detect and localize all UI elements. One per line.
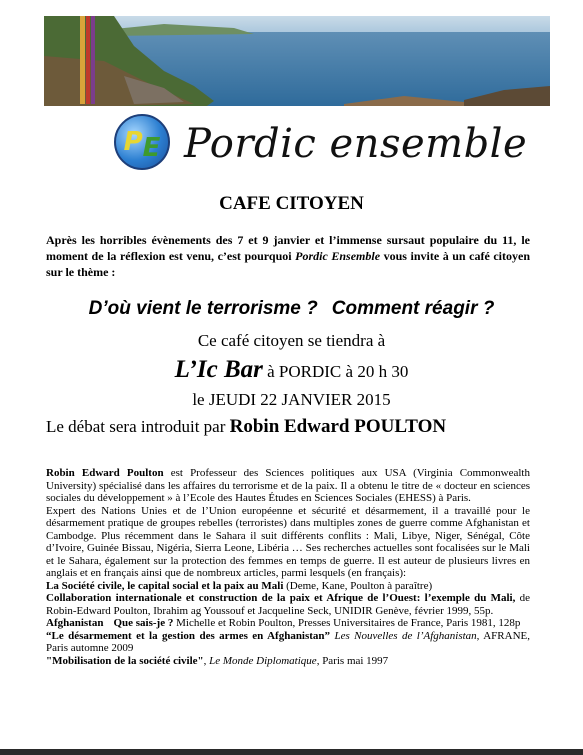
publication-item xyxy=(46,617,530,630)
brand-name: Pordic ensemble xyxy=(184,121,528,167)
theme-question xyxy=(0,298,583,320)
event-announce: Ce café citoyen se tiendra à xyxy=(197,331,386,350)
speaker-biography xyxy=(46,467,530,667)
speaker-name: Robin Edward POULTON xyxy=(229,416,447,437)
publication-title: "Mobilisation de la société civile" xyxy=(46,654,204,667)
page-title: CAFE CITOYEN xyxy=(219,193,364,214)
publication-details: , Paris mai 1997 xyxy=(316,654,389,667)
publication-title: Afghanistan xyxy=(46,617,104,629)
debate-line xyxy=(46,416,446,438)
publication-title: Collaboration internationale et construction de la paix et Afrique de l’Ouest: l’exemple du Mali, xyxy=(46,592,516,604)
event-venue-line xyxy=(0,356,583,384)
publication-journal: Les Nouvelles de l’Afghanistan, xyxy=(330,629,480,642)
logo-letters: PE xyxy=(123,127,161,163)
pordic-ensemble-logo xyxy=(114,114,170,170)
bottom-border xyxy=(0,749,583,755)
theme-part-2: Comment réagir ? xyxy=(331,298,495,319)
venue-name: L’Ic Bar xyxy=(174,356,263,383)
theme-part-1: D’où vient le terrorisme ? xyxy=(88,298,318,319)
header-banner xyxy=(44,16,550,179)
bio-paragraph-2: Expert des Nations Unies et de l’Union européenne et sécurité et désarmement, il a travaillé pour le désarmement pratique de groupes rebelles (terroristes) dans multiples zones de guerre comme Afghanistan et Cambodge. Plus récemment dans le Sahara il suit différents conflits : Mali, Libye, Niger, Sénégal, Côte d’Ivoire, Guinée Bissau, Nigéria, Sierra Leone, Libéria … Ses recherches actuelles sont focalisées sur le Mali et le Sahara, également sur la protection des femmes en temps de guerre. Il est auteur de plusieurs livres en anglais et en français ainsi que de nombreux articles, parmi lesquels (en français): xyxy=(46,504,530,579)
publication-journal: Le Monde Diplomatique xyxy=(209,654,317,667)
bio-name: Robin Edward Poulton xyxy=(46,467,164,479)
publication-item xyxy=(46,580,530,593)
event-date: le JEUDI 22 JANVIER 2015 xyxy=(192,390,391,409)
event-place-time: à PORDIC à 20 h 30 xyxy=(262,362,409,381)
publication-title: “Le désarmement et la gestion des armes en Afghanistan” xyxy=(46,629,331,642)
publication-item xyxy=(46,592,530,617)
publication-details: AFRANE, Paris automne 2009 xyxy=(46,629,530,654)
intro-text-start: Après les horribles évènements des 7 et 9 janvier et l’immense sursaut populaire du 11, le moment de la réflexion est venu, c’est pourquoi xyxy=(46,233,530,263)
intro-text-end: vous invite à un café citoyen sur le thème : xyxy=(46,249,531,279)
bio-paragraph-1 xyxy=(46,467,530,505)
publication-item xyxy=(46,630,530,655)
publication-details: Michelle et Robin Poulton, Presses Universitaires de France, Paris 1981, 128p xyxy=(173,617,521,629)
association-name: Pordic Ensemble xyxy=(295,249,381,263)
intro-paragraph xyxy=(46,232,530,280)
publication-title-2: Que sais-je ? xyxy=(113,617,174,629)
publication-title: La Société civile, le capital social et la paix au Mali xyxy=(46,579,284,592)
debate-intro: Le débat sera introduit par xyxy=(46,417,230,436)
publication-item: "Mobilisation de la société civile", Le Monde Diplomatique, Paris mai 1997 xyxy=(46,654,389,667)
bio-text-1: est Professeur des Sciences politiques aux USA (Virginia Commonwealth University) spécialisé dans les affaires du terrorisme et de la paix. Il a obtenu le titre de « docteur en sciences sociales du développement » à l’Ecole des Hautes Études en Sciences Sociales (EHESS) à Paris. xyxy=(46,467,530,504)
publication-details: de Robin-Edward Poulton, Ibrahim ag Youssouf et Jacqueline Seck, UNIDIR Genève, février 1999, 55p. xyxy=(46,592,530,617)
publication-details: (Deme, Kane, Poulton à paraître) xyxy=(283,579,433,592)
